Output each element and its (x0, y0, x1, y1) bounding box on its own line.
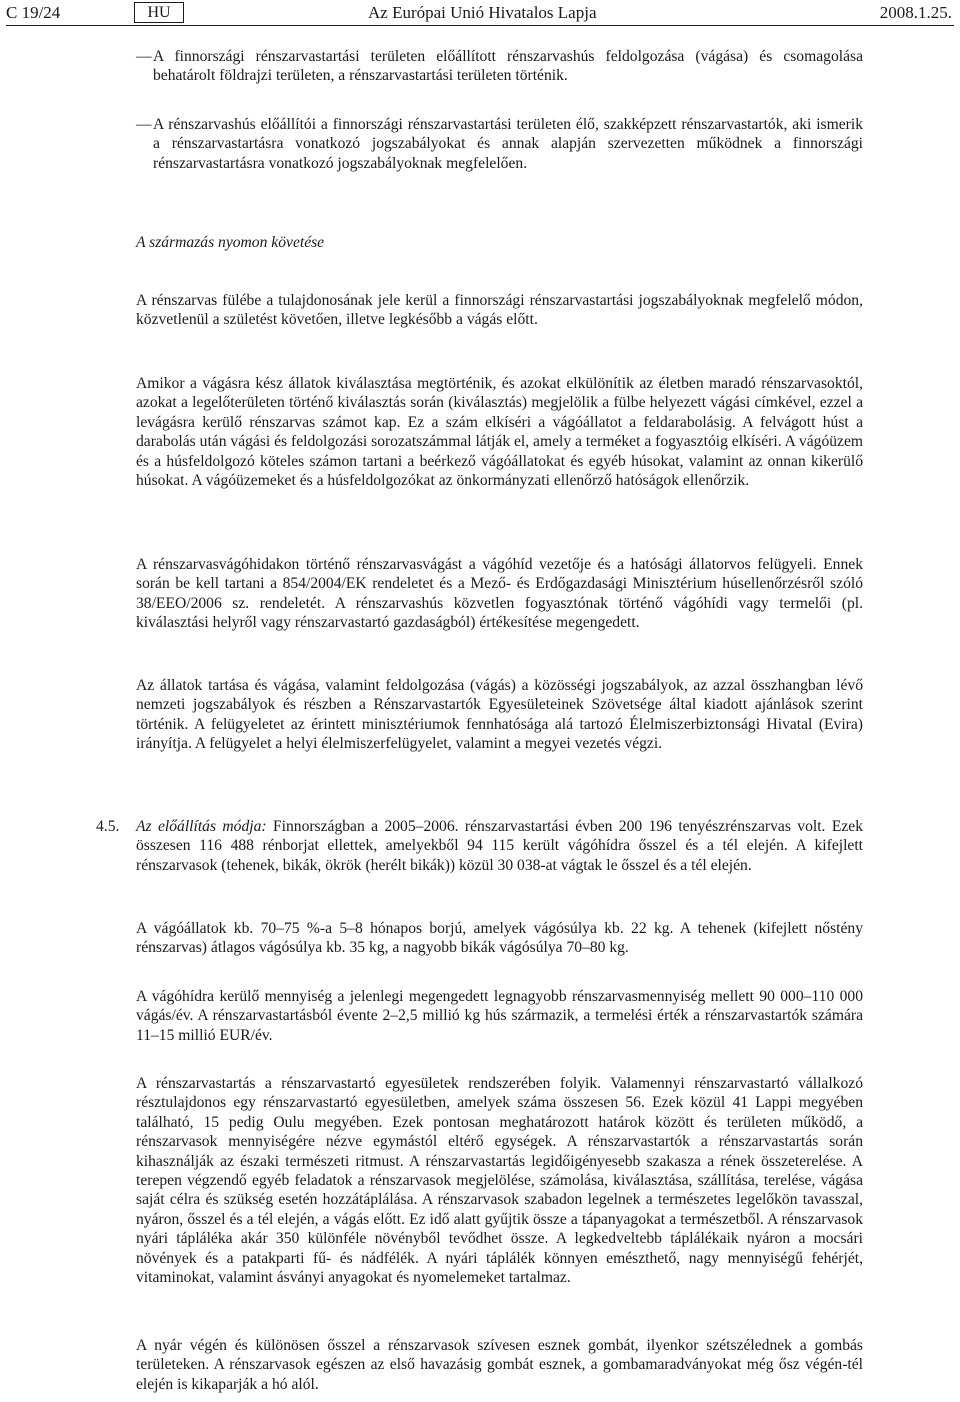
bullet-dash: — (136, 116, 152, 133)
language-code-box: HU (134, 2, 184, 23)
numbered-paragraph (136, 817, 863, 875)
page-header (0, 0, 960, 26)
paragraph: Az állatok tartása és vágása, valamint feldolgozása (vágás) a közösségi jogszabályok, az azzal összhangban lévő nemzeti jogszabályok és részben a Rénszarvastartók Egyesületeinek Szövetsége által kiadott ajánlások szerint történik. A felügyeletet az érintett minisztériumok fennhatósága alá tartozó Élelmiszerbiztonsági Hivatal (Evira) irányítja. A felügyelet a helyi élelmiszerfelügyelet, valamint a megyei vezetés végzi. (136, 677, 863, 753)
paragraph: A rénszarvas fülébe a tulajdonosának jele kerül a finnországi rénszarvastartási jogszabályoknak megfelelő módon, közvetlenül a születést követően, illetve legkésőbb a vágás előtt. (136, 292, 863, 329)
paragraph: A nyár végén és különösen ősszel a rénszarvasok szívesen esznek gombát, ilyenkor szétszélednek a gombás területeken. A rénszarvasok egészen az első havazásig gombát esznek, a gombamaradványokat még ősz végén-tél elején is kikaparják a hó alól. (136, 1337, 863, 1393)
bullet-item: A finnországi rénszarvastartási területen előállított rénszarvashús feldolgozása (vágása) és csomagolása behatárolt földrajzi területen, a rénszarvastartási területen történik. (153, 48, 863, 85)
paragraph: A rénszarvasvágóhidakon történő rénszarvasvágást a vágóhíd vezetője és a hatósági állatorvos felügyeli. Ennek során be kell tartani a 854/2004/EK rendeletet és a Mező- és Erdőgazdasági Minisztérium húsellenőrzésről szóló 38/EEO/2006 sz. rendeletét. A rénszarvashús közvetlen fogyasztónak történő vágóhídi vagy termelői (pl. kiválasztási helyről vagy rénszarvastartó gazdaságból) értékesítése megengedett. (136, 556, 863, 632)
bullet-item: A rénszarvashús előállítói a finnországi rénszarvastartási területen élő, szakképzett rénszarvastartók, aki ismerik a rénszarvastartásra vonatkozó jogszabályokat és annak alapján szervezetten működnek a finnországi rénszarvastartásra vonatkozó jogszabályoknak megfelelően. (153, 116, 863, 172)
paragraph: A vágóhídra kerülő mennyiség a jelenlegi megengedett legnagyobb rénszarvasmennyiség mellett 90 000–110 000 vágás/év. A rénszarvastartásból évente 2–2,5 millió kg hús származik, a termelési érték a rénszarvastartók számára 11–15 millió EUR/év. (136, 988, 863, 1044)
section-heading: A származás nyomon követése (136, 234, 325, 251)
paragraph: A rénszarvastartás a rénszarvastartó egyesületek rendszerében folyik. Valamennyi rénszarvastartó vállalkozó résztulajdonos egy rénszarvastartó egyesületben, amelyek száma összesen 56. Ezek közül 41 Lappi megyében található, 15 pedig Oulu megyében. Ezek pontosan meghatározott határok között és területen működő, a rénszarvasok mennyiségére nézve egymástól eltérő egységek. A rénszarvastartók a rénszarvastartás során kihasználják az északi természeti ritmust. A rénszarvastartás legidőigényesebb szakasza a rének összeterelése. A terepen végzendő egyéb feladatok a rénszarvasok megjelölése, számolása, kiválasztása, szállítása, terelése, vágása saját célra és szükség esetén hozzátáplálása. A rénszarvasok szabadon legelnek a természetes legelőkön tavasszal, nyáron, ősszel és a tél elején, a vágás előtt. Ez idő alatt gyűjtik össze a tápanyagokat a természetből. A rénszarvasok nyári táplálékа akár 350 különféle növényből tevődhet össze. A legkedveltebb táplálékaik nyáron a mocsári növények és a patakparti fű- és nádfélék. A nyári táplálék könnyen emészthető, nagy mennyiségű fehérjét, vitaminokat, valamint ásványi anyagokat és nyomelemeket tartalmaz. (136, 1075, 863, 1287)
paragraph: Amikor a vágásra kész állatok kiválasztása megtörténik, és azokat elkülönítik az életben maradó rénszarvasoktól, azokat a legelőterületen történő kiválasztás során (kiválasztás) megjelölik a fülbe helyezett vágási címkével, ezzel a levágásra kerülő rénszarvas számot kap. Ez a szám elkíséri a vágóállatot a feldarabolásig. A felvágott húst a darabolás után vágási és feldolgozási sorozatszámmal látják el, amely a terméket a fogyasztóig elkíséri. A vágóüzem és a húsfeldolgozó köteles számon tartani a beérkező vágóállatokat és egyéb húsokat, valamint az onnan kikerülő húsokat. A vágóüzemeket és a húsfeldolgozókat az önkormányzati ellenőrző hatóságok ellenőrzik. (136, 375, 864, 490)
section-label: Az előállítás módja: (136, 818, 267, 835)
page-reference: C 19/24 (6, 3, 61, 22)
section-number: 4.5. (96, 818, 120, 835)
section-text: Finnországban a 2005–2006. rénszarvastartási évben 200 196 tenyészrénszarvas volt. Ezek összesen 116 488 rénborjat ellettek, amelyekből 94 115 került vágóhídra ősszel és a tél elején. A kifejlett rénszarvasok (tehenek, bikák, ökrök (herélt bikák)) közül 30 038-at vágtak le ősszel és a tél elején. (136, 818, 863, 874)
journal-title: Az Európai Unió Hivatalos Lapja (368, 3, 597, 22)
bullet-dash: — (136, 48, 152, 65)
paragraph: A vágóállatok kb. 70–75 %-a 5–8 hónapos borjú, amelyek vágósúlya kb. 22 kg. A tehenek (kifejlett nőstény rénszarvas) átlagos vágósúlya kb. 35 kg, a nagyobb bikák vágósúlya 70–80 kg. (136, 920, 863, 957)
publication-date: 2008.1.25. (879, 3, 952, 22)
header-divider (6, 25, 954, 26)
